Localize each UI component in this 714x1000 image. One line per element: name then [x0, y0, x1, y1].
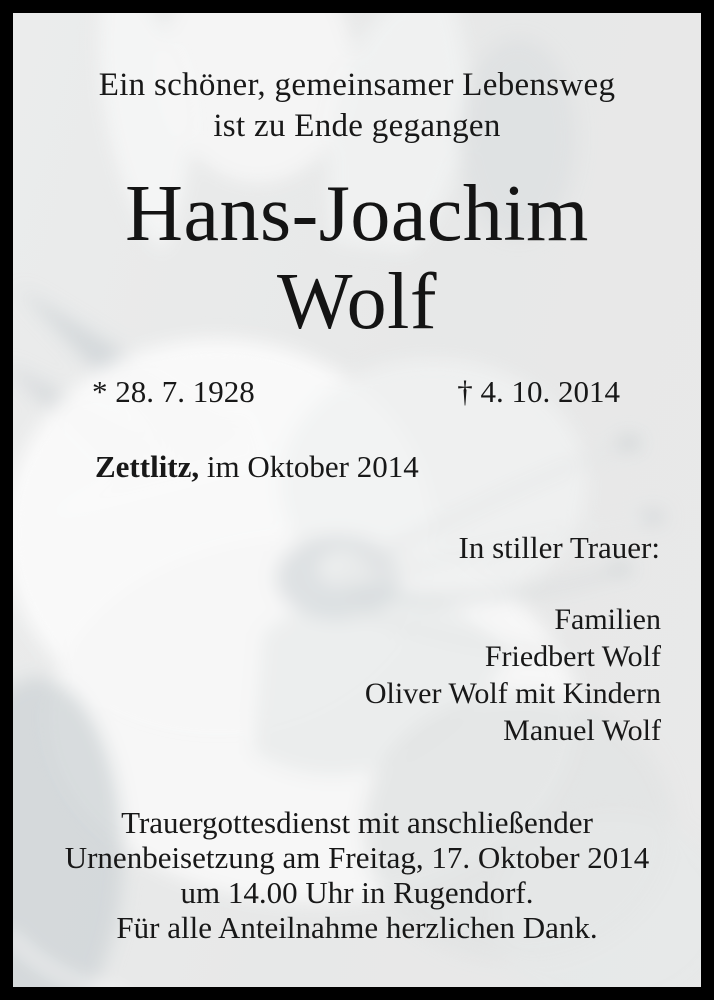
place-date-line: [95, 447, 419, 487]
life-dates: [13, 372, 701, 412]
deceased-name: [13, 170, 701, 346]
obituary-card: [13, 13, 701, 987]
mourner-line: Familien: [554, 603, 661, 636]
place-name: Zettlitz,: [95, 449, 200, 484]
mourner-line: Oliver Wolf mit Kindern: [364, 677, 661, 710]
funeral-announcement: [13, 805, 701, 945]
intro-line-1: Ein schöner, gemeinsamer Lebensweg: [98, 67, 616, 103]
funeral-line: Urnenbeisetzung am Freitag, 17. Oktober 2014: [64, 840, 650, 875]
deceased-first-name: Hans-Joachim: [125, 170, 589, 258]
intro-line-2: ist zu Ende gegangen: [213, 108, 501, 144]
birth-date: * 28. 7. 1928: [92, 374, 255, 409]
funeral-line: Trauergottesdienst mit anschließender: [121, 805, 593, 840]
mourners-list: [365, 601, 661, 749]
place-month: im Oktober 2014: [199, 449, 419, 484]
funeral-line: Für alle Anteilnahme herzlichen Dank.: [116, 910, 598, 945]
deceased-last-name: Wolf: [277, 258, 437, 346]
death-date: † 4. 10. 2014: [457, 374, 620, 409]
mourning-header: In stiller Trauer:: [458, 530, 660, 565]
funeral-line: um 14.00 Uhr in Rugendorf.: [180, 875, 534, 910]
mourner-line: Friedbert Wolf: [484, 640, 661, 673]
intro-verse: [13, 65, 701, 147]
mourner-line: Manuel Wolf: [503, 714, 661, 747]
